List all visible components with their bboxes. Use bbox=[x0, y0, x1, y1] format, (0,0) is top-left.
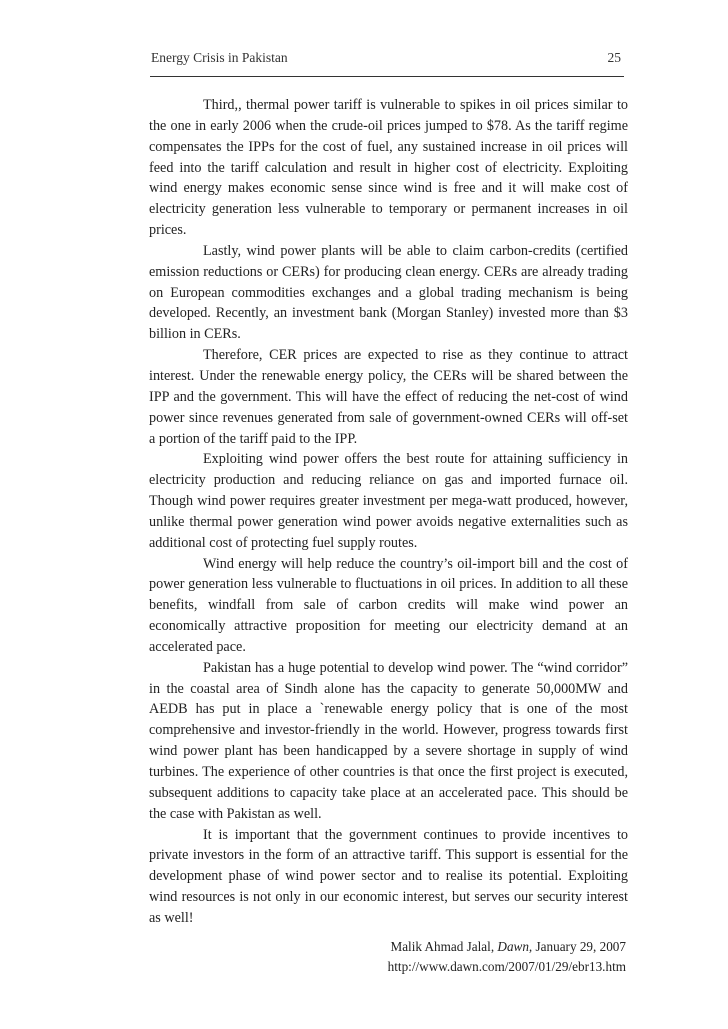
paragraph: Third,, thermal power tariff is vulnerable to spikes in oil prices similar to the one in early 2006 when the crude-oil prices jumped to $78. As the tariff regime compensates the IPPs for the cost of fuel, any sustained increase in oil prices will feed into the tariff calculation and result in higher cost of electricity. Exploiting wind energy makes economic sense since wind is free and it will make cost of electricity generation less vulnerable to temporary or permanent increases in oil prices. bbox=[149, 97, 628, 239]
paragraph: Wind energy will help reduce the country’s oil-import bill and the cost of power generation less vulnerable to fluctuations in oil prices. In addition to all these benefits, windfall from sale of carbon credits will make wind power an economically attractive proposition for meeting our electricity demand at an accelerated pace. bbox=[149, 555, 628, 655]
paragraph: It is important that the government continues to provide incentives to private investors in the form of an attractive tariff. This support is essential for the development phase of wind power sector and to realise its potential. Exploiting wind resources is not only in our economic interest, but serves our security interest as well! bbox=[149, 826, 628, 926]
citation-byline bbox=[149, 937, 626, 957]
running-header bbox=[149, 48, 624, 72]
page-number: 25 bbox=[607, 50, 621, 65]
citation-author: Malik Ahmad Jalal, bbox=[390, 938, 495, 954]
paragraph: Lastly, wind power plants will be able to claim carbon-credits (certified emission reductions or CERs) for producing clean energy. CERs are already trading on European commodities exchanges and a global trading mechanism is being developed. Recently, an investment bank (Morgan Stanley) invested more than $3 billion in CERs. bbox=[149, 242, 628, 343]
header-title: Energy Crisis in Pakistan bbox=[151, 50, 288, 65]
paragraph: Exploiting wind power offers the best route for attaining sufficiency in electricity production and reducing reliance on gas and imported furnace oil. Though wind power requires greater investment per mega-watt produced, however, unlike thermal power generation wind power avoids negative externalities such as additional cost of protecting fuel supply routes. bbox=[149, 451, 628, 551]
header-rule bbox=[150, 76, 624, 77]
citation bbox=[149, 937, 628, 977]
citation-date: January 29, 2007 bbox=[535, 938, 626, 954]
citation-url: http://www.dawn.com/2007/01/29/ebr13.htm bbox=[387, 958, 626, 974]
citation-source: Dawn, bbox=[497, 938, 533, 954]
body-text bbox=[149, 95, 628, 977]
paragraph: Therefore, CER prices are expected to rise as they continue to attract interest. Under the renewable energy policy, the CERs will be shared between the IPP and the government. This will have the effect of reducing the net-cost of wind power since revenues generated from sale of government-owned CERs will off-set a portion of the tariff paid to the IPP. bbox=[149, 347, 628, 447]
paragraph: Pakistan has a huge potential to develop wind power. The “wind corridor” in the coastal area of Sindh alone has the capacity to generate 50,000MW and AEDB has put in place a `renewable energy policy that is one of the most comprehensive and investor-friendly in the world. However, progress towards first wind power plant has been handicapped by a severe shortage in supply of wind turbines. The experience of other countries is that once the first project is executed, subsequent additions to capacity take place at an accelerated pace. This should be the case with Pakistan as well. bbox=[149, 659, 628, 822]
